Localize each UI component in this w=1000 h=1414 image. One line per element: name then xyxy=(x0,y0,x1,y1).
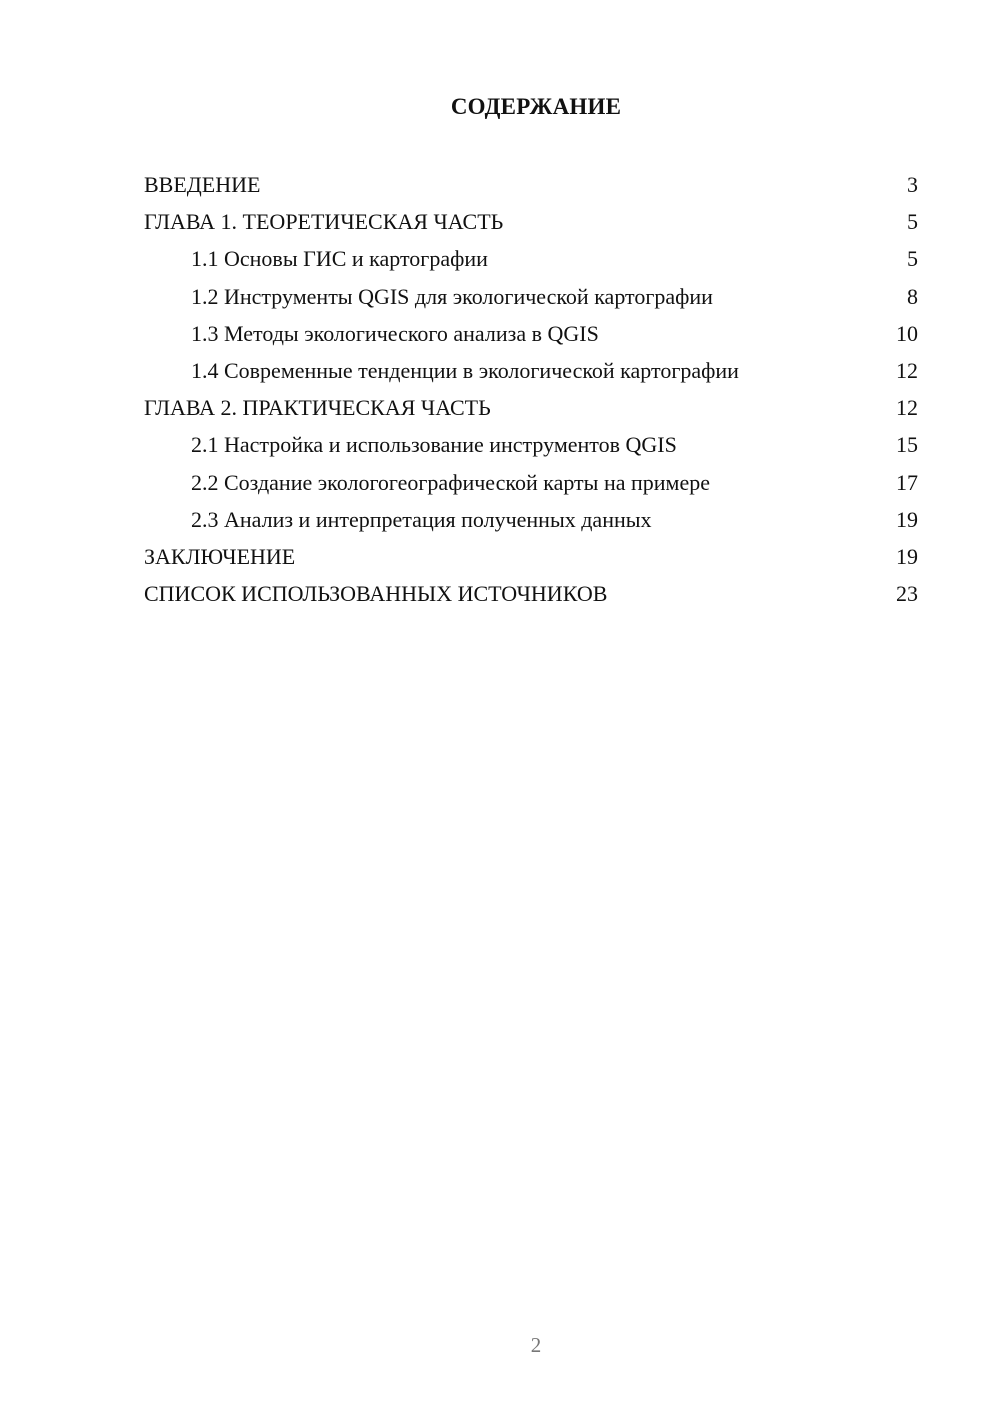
toc-entry-introduction[interactable] xyxy=(144,166,918,203)
toc-entry-page: 19 xyxy=(896,543,918,569)
table-of-contents xyxy=(144,166,918,612)
toc-entry-2-3[interactable] xyxy=(144,501,918,538)
toc-entry-label: ГЛАВА 2. ПРАКТИЧЕСКАЯ ЧАСТЬ xyxy=(144,395,491,421)
toc-entry-label: 2.2 Создание экологогеографической карты на примере xyxy=(191,469,710,495)
toc-entry-1-3[interactable] xyxy=(144,315,918,352)
toc-entry-page: 3 xyxy=(907,172,918,197)
toc-entry-1-1[interactable] xyxy=(144,240,918,277)
page-number: 2 xyxy=(530,1333,542,1357)
toc-entry-page: 15 xyxy=(896,432,918,458)
toc-entry-1-2[interactable] xyxy=(144,278,918,315)
toc-entry-label: ВВЕДЕНИЕ xyxy=(144,172,261,197)
toc-entry-page: 17 xyxy=(896,469,918,495)
toc-entry-2-2[interactable] xyxy=(144,464,918,501)
toc-entry-conclusion[interactable] xyxy=(144,538,918,575)
toc-entry-label: 2.3 Анализ и интерпретация полученных данных xyxy=(191,506,652,532)
toc-entry-label: 1.4 Современные тенденции в экологической картографии xyxy=(191,357,739,383)
toc-entry-page: 19 xyxy=(896,506,918,532)
toc-entry-page: 5 xyxy=(907,246,918,272)
toc-entry-label: 1.2 Инструменты QGIS для экологической картографии xyxy=(191,283,713,309)
toc-entry-page: 8 xyxy=(907,283,918,309)
toc-entry-2-1[interactable] xyxy=(144,426,918,463)
toc-entry-label: 1.1 Основы ГИС и картографии xyxy=(191,246,488,272)
toc-entry-page: 5 xyxy=(907,209,918,235)
toc-entry-page: 12 xyxy=(896,395,918,421)
toc-entry-label: ЗАКЛЮЧЕНИЕ xyxy=(144,543,296,569)
toc-title: СОДЕРЖАНИЕ xyxy=(450,94,622,119)
toc-entry-page: 10 xyxy=(896,320,918,346)
toc-entry-chapter-1[interactable] xyxy=(144,203,918,240)
toc-entry-1-4[interactable] xyxy=(144,352,918,389)
toc-entry-label: 1.3 Методы экологического анализа в QGIS xyxy=(191,320,599,346)
toc-entry-page: 12 xyxy=(896,357,918,383)
toc-entry-chapter-2[interactable] xyxy=(144,389,918,426)
toc-entry-label: 2.1 Настройка и использование инструментов QGIS xyxy=(191,432,677,458)
toc-entry-label: СПИСОК ИСПОЛЬЗОВАННЫХ ИСТОЧНИКОВ xyxy=(144,581,608,607)
toc-entry-references[interactable] xyxy=(144,575,918,612)
toc-entry-label: ГЛАВА 1. ТЕОРЕТИЧЕСКАЯ ЧАСТЬ xyxy=(144,209,504,235)
toc-entry-page: 23 xyxy=(896,581,918,607)
